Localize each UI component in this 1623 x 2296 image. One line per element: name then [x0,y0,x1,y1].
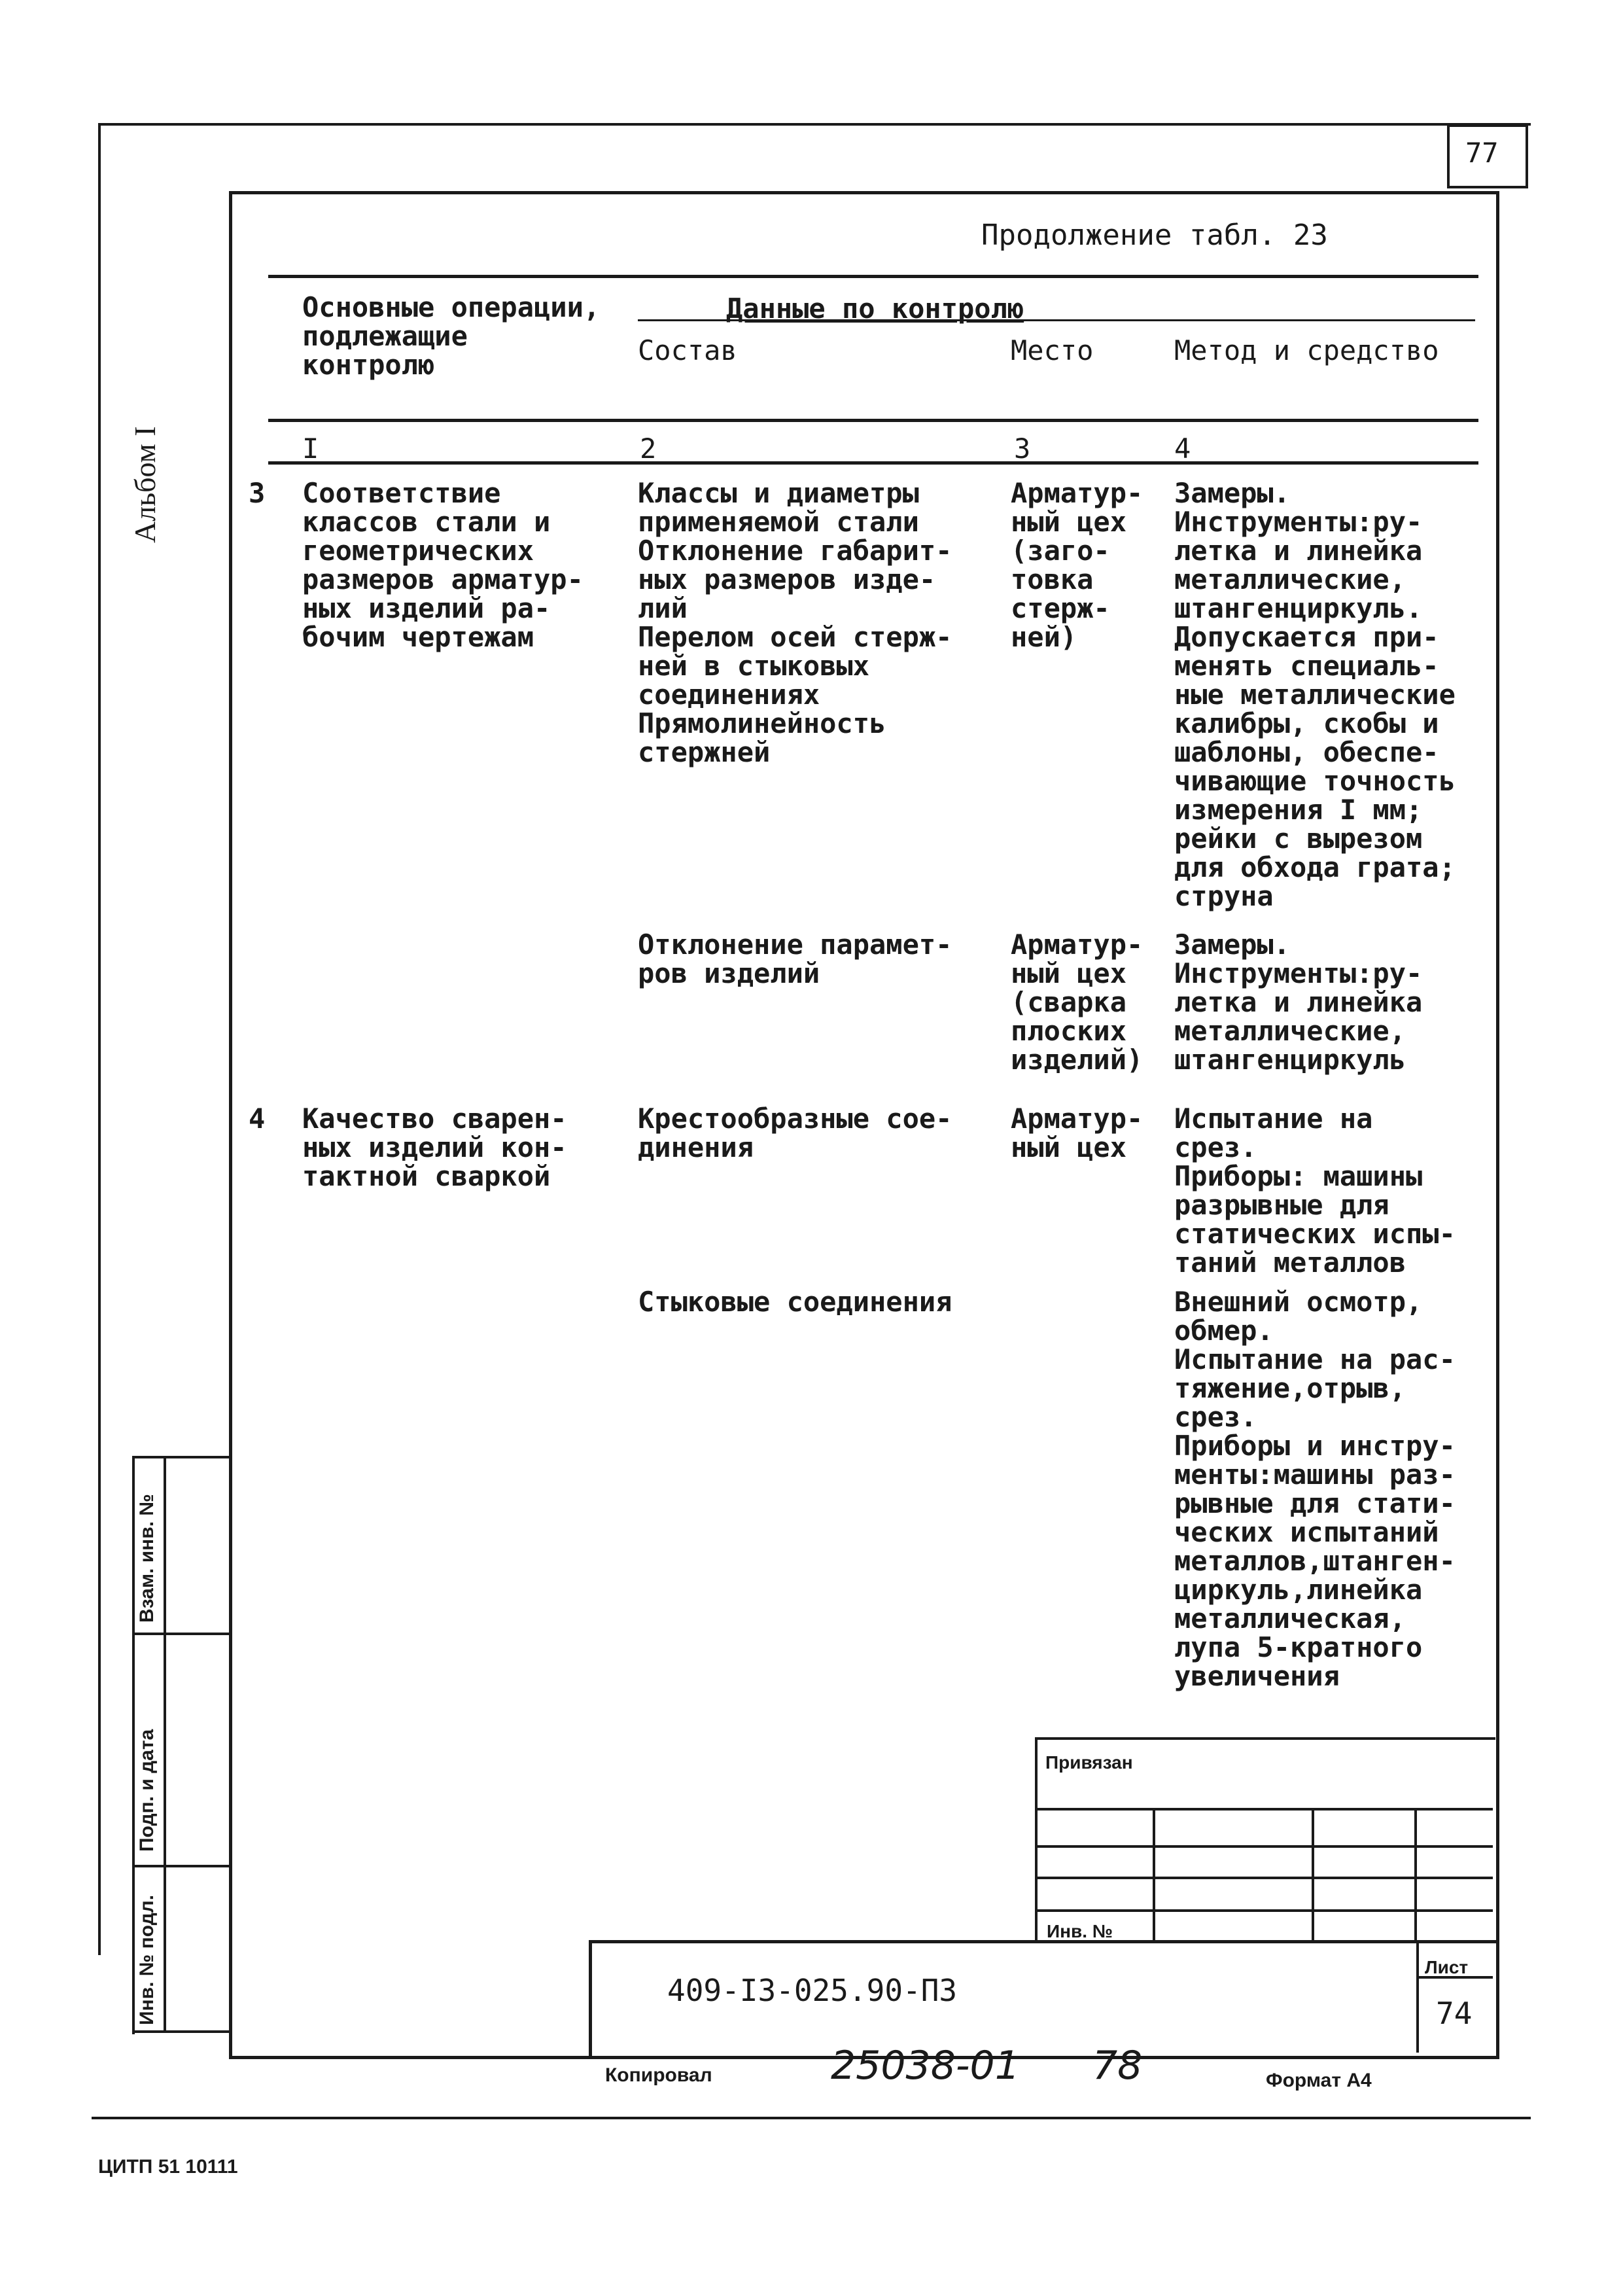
row-method: Замеры. Инструменты:ру- летка и линейка металлические, штангенциркуль [1174,928,1423,1076]
header-composition: Состав [638,334,737,366]
row-place: Арматур- ный цех [1011,1103,1143,1163]
printer-mark: ЦИТП 51 10111 [98,2156,238,2178]
row-method: Испытание на срез. Приборы: машины разрывные для статических испы- таний металлов [1174,1103,1456,1279]
row-composition: Стыковые соединения [638,1286,952,1318]
format-label: Формат А4 [1266,2070,1372,2091]
continuation-title: Продолжение табл. 23 [981,219,1328,252]
stamp-col [1312,1808,1314,1940]
album-label: Альбом I [128,426,162,543]
handwritten-page: 78 [1092,2043,1143,2089]
column-number-3: 3 [1014,433,1031,465]
row-place: Арматур- ный цех (заго- товка стерж- ней) [1011,477,1143,653]
row-operation: Качество сварен- ных изделий кон- тактной сваркой [302,1103,567,1192]
stamp-col [1414,1808,1417,1940]
inv-no-label: Инв. № [1047,1921,1113,1941]
handwritten-number: 25038-01 [831,2043,1020,2089]
sheet-number: 74 [1436,1996,1473,2031]
header-place: Место [1011,334,1094,366]
sheet-label: Лист [1425,1957,1469,1977]
row-composition: Крестообразные сое- динения [638,1103,952,1163]
row-method: Замеры. Инструменты:ру- летка и линейка металлические, штангенциркуль. Допускается при- менять специаль- ные металлические калибры, скобы и шаблоны, обеспе- чивающие точность измерения I мм; рейки с вырезом для обхода грата; струна [1174,477,1456,912]
outer-frame-bottom [92,2117,1531,2119]
left-stamp-inv: Инв. № подл. [136,1894,158,2025]
outer-frame-left [98,123,101,1955]
stamp-rule [1035,1909,1493,1912]
row-composition: Классы и диаметры применяемой стали Отклонение габарит- ных размеров изде- лий Перелом осей стерж- ней в стыковых соединениях Прямолинейность стержней [638,477,952,768]
row-place: Арматур- ный цех (сварка плоских изделий) [1011,928,1143,1076]
left-stamp-divider [164,1456,166,2032]
privyazan-label: Привязан [1045,1752,1133,1773]
left-stamp-podp: Подп. и дата [136,1729,158,1852]
stamp-rule [1035,1845,1493,1848]
number-row-rule [268,461,1478,465]
row-number: 4 [249,1103,266,1135]
row-method: Внешний осмотр, обмер. Испытание на рас- тяжение,отрыв, срез. Приборы и инстру- менты:машины раз- рывные для стати- ческих испытаний металлов,штанген- циркуль,линейка металлическая, лупа 5-кратного увеличения [1174,1286,1456,1692]
header-operations: Основные операции, подлежащие контролю [302,291,601,381]
left-stamp-sep [132,1633,229,1635]
header-group: Данные по контролю [726,292,1024,325]
copied-label: Копировал [605,2064,712,2086]
column-number-4: 4 [1174,433,1191,465]
sheet-divider [1416,1940,1419,2053]
page-number: 77 [1465,137,1499,169]
stamp-rule [1035,1808,1493,1810]
header-bottom-rule [268,419,1478,422]
stamp-col [1153,1808,1155,1940]
left-stamp-vzam: Взам. инв. № [136,1494,158,1623]
column-number-2: 2 [640,433,657,465]
row-operation: Соответствие классов стали и геометрических размеров арматур- ных изделий ра- бочим чертежам [302,477,584,653]
left-stamp-sep [132,2030,229,2033]
header-method: Метод и средство [1174,334,1439,366]
row-composition: Отклонение парамет- ров изделий [638,928,952,989]
outer-frame-top [98,123,1531,126]
document-code: 409-I3-025.90-ПЗ [667,1973,958,2008]
column-number-1: I [302,433,319,465]
header-top-rule [268,275,1478,278]
left-stamp-sep [132,1865,229,1867]
row-number: 3 [249,477,266,509]
stamp-rule [1035,1877,1493,1879]
